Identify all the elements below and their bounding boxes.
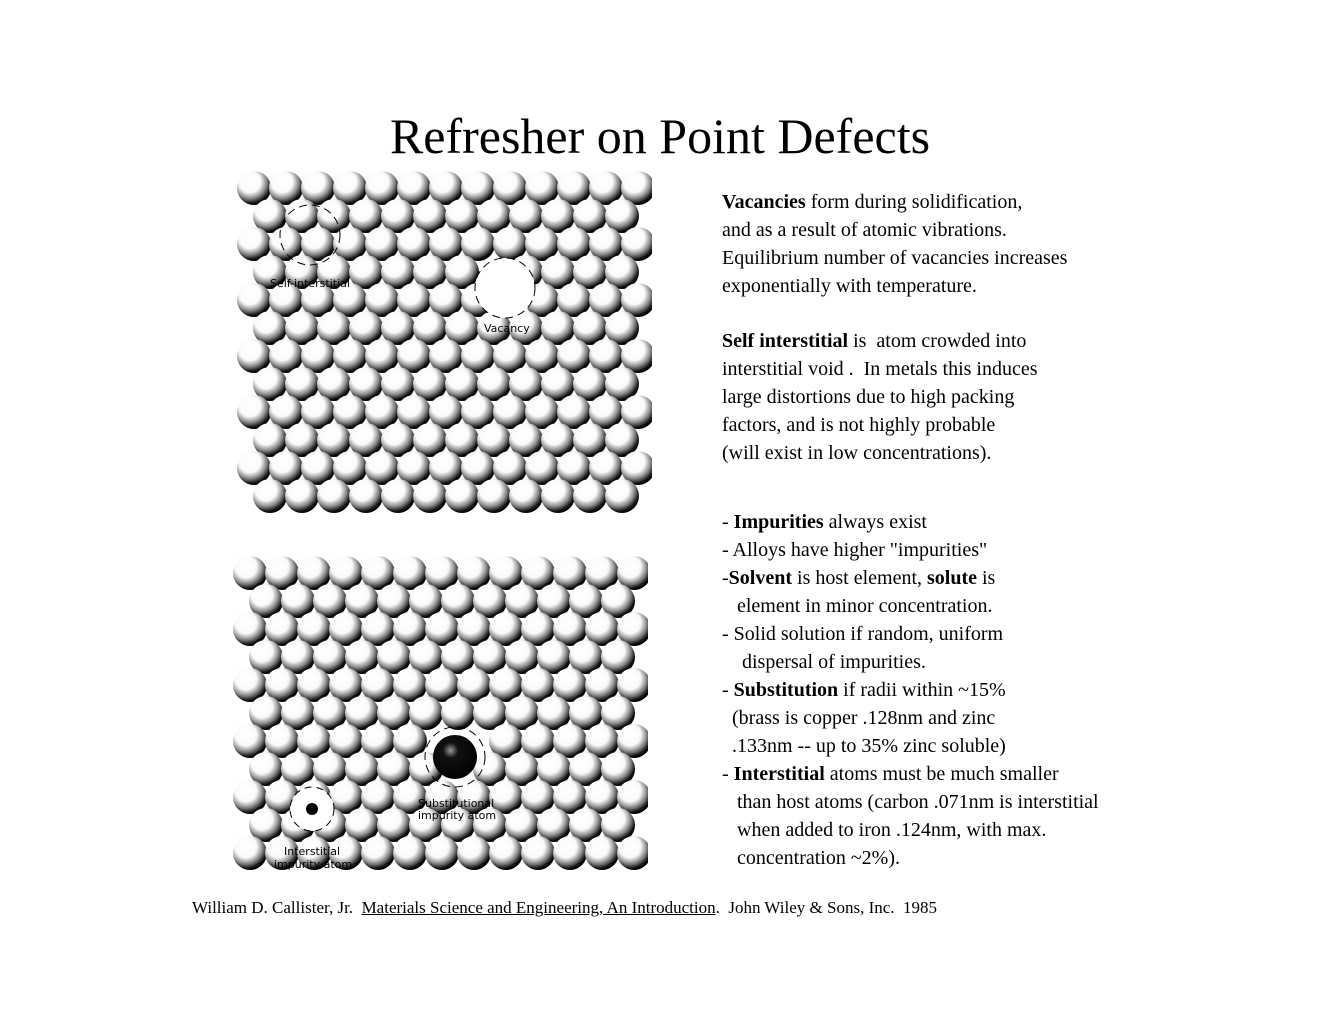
text-segment: interstitial void . In metals this induces bbox=[722, 358, 1038, 380]
host-atom bbox=[573, 479, 607, 513]
text-segment: (will exist in low concentrations). bbox=[722, 442, 992, 464]
text-segment: - bbox=[722, 679, 734, 701]
text-line bbox=[722, 508, 1099, 536]
self-interstitial-paragraph bbox=[722, 327, 1038, 467]
host-atom bbox=[521, 836, 555, 870]
text-line bbox=[722, 439, 1038, 467]
text-line bbox=[722, 188, 1067, 216]
host-atom bbox=[253, 479, 287, 513]
text-segment: if radii within ~15% bbox=[838, 679, 1006, 701]
interstitial-label-2: impurity atom bbox=[274, 858, 353, 871]
substitutional-label-2: impurity atom bbox=[418, 809, 497, 822]
text-segment: (brass is copper .128nm and zinc bbox=[722, 707, 996, 729]
text-segment: - bbox=[722, 763, 734, 785]
host-atom bbox=[413, 479, 447, 513]
host-atom bbox=[541, 479, 575, 513]
text-line bbox=[722, 355, 1038, 383]
vacancy-label: Vacancy bbox=[484, 322, 530, 335]
substitutional-atom bbox=[433, 735, 477, 779]
text-segment: element in minor concentration. bbox=[722, 595, 993, 617]
citation-publisher: . John Wiley & Sons, Inc. 1985 bbox=[715, 898, 938, 917]
host-atom bbox=[605, 479, 639, 513]
host-atom bbox=[233, 836, 267, 870]
text-line bbox=[722, 327, 1038, 355]
vacancies-paragraph bbox=[722, 188, 1067, 300]
host-atom bbox=[381, 479, 415, 513]
self-interstitial-label: Self-interstitial bbox=[270, 277, 350, 290]
text-line bbox=[722, 272, 1067, 300]
text-segment: always exist bbox=[823, 511, 927, 533]
text-segment: - bbox=[722, 567, 729, 589]
host-atom bbox=[441, 696, 475, 730]
text-line bbox=[722, 844, 1099, 872]
text-line bbox=[722, 592, 1099, 620]
vacancy-ring bbox=[475, 258, 535, 318]
text-line bbox=[722, 411, 1038, 439]
host-atom bbox=[349, 479, 383, 513]
host-atom bbox=[445, 479, 479, 513]
text-segment: when added to iron .124nm, with max. bbox=[722, 819, 1047, 841]
impurities-paragraph bbox=[722, 508, 1099, 872]
text-line bbox=[722, 564, 1099, 592]
host-atom bbox=[509, 479, 543, 513]
text-line bbox=[722, 648, 1099, 676]
text-segment: is host element, bbox=[792, 567, 927, 589]
text-segment: and as a result of atomic vibrations. bbox=[722, 219, 1007, 241]
citation-book-title: Materials Science and Engineering, An Introduction bbox=[361, 898, 716, 917]
text-segment: - Alloys have higher "impurities" bbox=[722, 539, 988, 561]
host-atom bbox=[553, 836, 587, 870]
text-segment: dispersal of impurities. bbox=[722, 651, 926, 673]
host-atom bbox=[393, 836, 427, 870]
citation-author: William D. Callister, Jr. bbox=[192, 898, 362, 917]
text-line bbox=[722, 244, 1067, 272]
host-atom bbox=[361, 836, 395, 870]
bold-term: Self interstitial bbox=[722, 330, 849, 352]
text-segment: exponentially with temperature. bbox=[722, 275, 977, 297]
text-line bbox=[722, 676, 1099, 704]
text-segment: is bbox=[977, 567, 996, 589]
host-atom bbox=[489, 836, 523, 870]
bold-term: Solvent bbox=[728, 567, 793, 589]
text-line bbox=[722, 620, 1099, 648]
host-atom bbox=[425, 836, 459, 870]
bold-term: solute bbox=[927, 567, 977, 589]
bold-term: Impurities bbox=[733, 511, 824, 533]
text-segment: atoms must be much smaller bbox=[824, 763, 1059, 785]
text-line bbox=[722, 816, 1099, 844]
text-segment: is atom crowded into bbox=[848, 330, 1027, 352]
text-line bbox=[722, 536, 1099, 564]
host-atom bbox=[457, 836, 491, 870]
text-line bbox=[722, 732, 1099, 760]
bold-term: Vacancies bbox=[722, 191, 806, 213]
host-atom bbox=[477, 479, 511, 513]
text-segment: than host atoms (carbon .071nm is interstitial bbox=[722, 791, 1099, 813]
text-segment: form during solidification, bbox=[805, 191, 1023, 213]
text-segment: - bbox=[722, 511, 734, 533]
text-line bbox=[722, 760, 1099, 788]
vacancy-self-interstitial-diagram bbox=[232, 170, 652, 522]
substitutional-label-1: Substitutional bbox=[418, 797, 495, 810]
text-line bbox=[722, 704, 1099, 732]
text-segment: factors, and is not highly probable bbox=[722, 414, 996, 436]
text-segment: Equilibrium number of vacancies increases bbox=[722, 247, 1068, 269]
host-atom bbox=[317, 479, 351, 513]
text-line bbox=[722, 788, 1099, 816]
page-title: Refresher on Point Defects bbox=[389, 108, 931, 164]
bold-term: Substitution bbox=[733, 679, 839, 701]
citation bbox=[192, 898, 937, 918]
interstitial-label-1: Interstitial bbox=[284, 845, 341, 858]
impurity-diagram bbox=[228, 555, 648, 875]
host-atom bbox=[285, 479, 319, 513]
text-line bbox=[722, 216, 1067, 244]
text-segment: concentration ~2%). bbox=[722, 847, 900, 869]
text-segment: - Solid solution if random, uniform bbox=[722, 623, 1004, 645]
host-atom bbox=[585, 836, 619, 870]
text-segment: .133nm -- up to 35% zinc soluble) bbox=[722, 735, 1006, 757]
text-segment: large distortions due to high packing bbox=[722, 386, 1015, 408]
text-line bbox=[722, 383, 1038, 411]
interstitial-atom bbox=[306, 803, 318, 815]
bold-term: Interstitial bbox=[733, 763, 825, 785]
